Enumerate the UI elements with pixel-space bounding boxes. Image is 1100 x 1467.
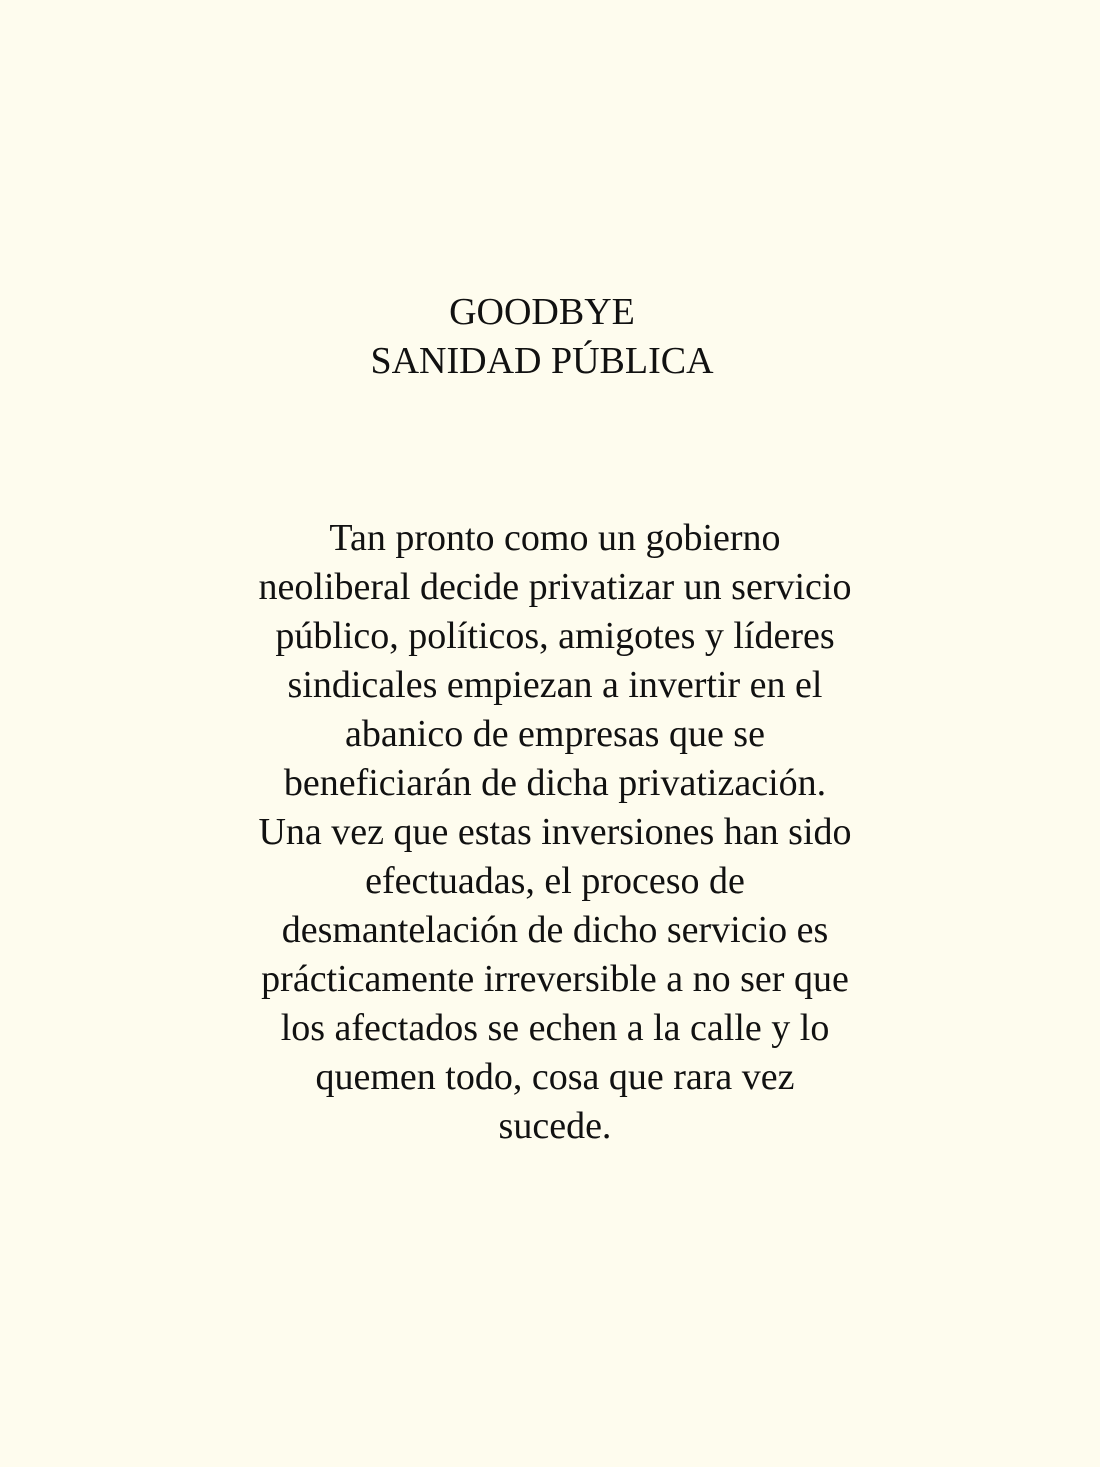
body-line-10: prácticamente irreversible a no ser que <box>261 958 849 1000</box>
page-title <box>0 288 1084 386</box>
body-line-9: desmantelación de dicho servicio es <box>281 909 829 951</box>
body-line-5: abanico de empresas que se <box>345 713 765 755</box>
body-line-11: los afectados se echen a la calle y lo <box>280 1007 830 1049</box>
body-line-3: público, políticos, amigotes y líderes <box>275 615 835 657</box>
body-line-7: Una vez que estas inversiones han sido <box>258 811 852 853</box>
body-line-2: neoliberal decide privatizar un servicio <box>258 566 852 608</box>
body-paragraph <box>0 514 1100 1151</box>
body-line-12: quemen todo, cosa que rara vez <box>315 1056 795 1098</box>
title-line-2: SANIDAD PÚBLICA <box>370 340 714 382</box>
body-line-13: sucede. <box>498 1105 612 1147</box>
title-line-1: GOODBYE <box>449 291 635 333</box>
body-line-4: sindicales empiezan a invertir en el <box>287 664 823 706</box>
body-line-8: efectuadas, el proceso de <box>365 860 745 902</box>
body-line-1: Tan pronto como un gobierno <box>329 517 781 559</box>
body-line-6: beneficiarán de dicha privatización. <box>283 762 827 804</box>
